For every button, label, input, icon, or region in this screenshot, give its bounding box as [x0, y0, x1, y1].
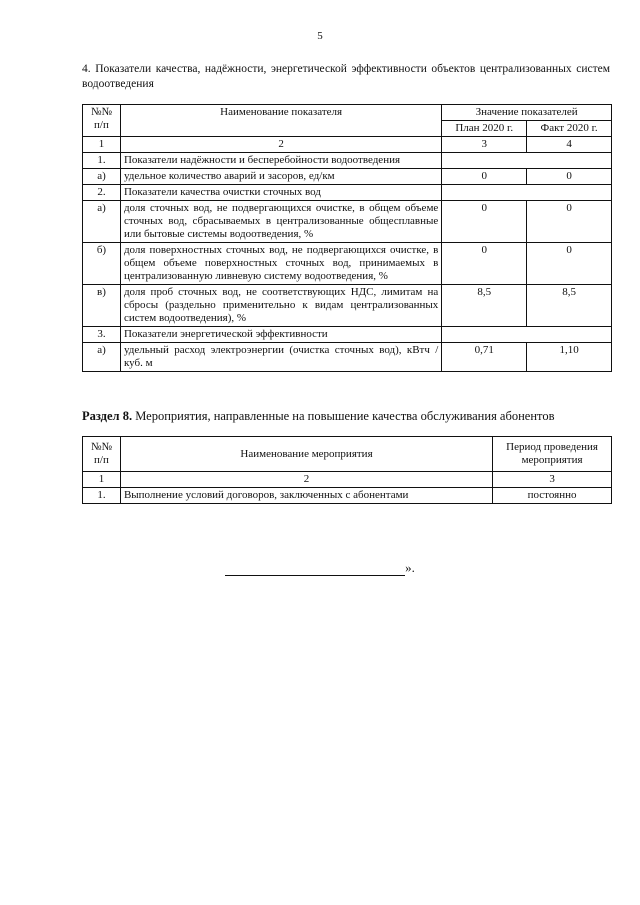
header-row [83, 437, 612, 472]
col-number: 1 [83, 137, 121, 153]
row-num: б) [83, 243, 121, 285]
row-plan: 0 [442, 201, 527, 243]
column-number-row [83, 137, 612, 153]
header-plan: План 2020 г. [442, 121, 527, 137]
row-period: постоянно [493, 488, 612, 504]
group-row [83, 153, 612, 169]
col-number: 2 [120, 472, 492, 488]
row-name: доля проб сточных вод, не соответствующих НДС, лимитам на сбросы (раздельно применительно к видам централизованных систем водоотведения), % [120, 285, 441, 327]
table-row [83, 243, 612, 285]
row-plan: 8,5 [442, 285, 527, 327]
row-fact: 8,5 [527, 285, 612, 327]
row-fact: 0 [527, 243, 612, 285]
table-row [83, 285, 612, 327]
col-number: 4 [527, 137, 612, 153]
row-num: 3. [83, 327, 121, 343]
closing-line [0, 560, 640, 576]
row-name: доля сточных вод, не подвергающихся очистке, в общем объеме сточных вод, сбрасываемых в централизованные общесплавные или бытовые системы водоотведения, % [120, 201, 441, 243]
header-name: Наименование мероприятия [120, 437, 492, 472]
table-row [83, 488, 612, 504]
section8-title: Мероприятия, направленные на повышение качества обслуживания абонентов [135, 409, 555, 423]
group-empty-cell [442, 327, 612, 343]
row-num: в) [83, 285, 121, 327]
group-empty-cell [442, 153, 612, 169]
group-row [83, 327, 612, 343]
row-name: доля поверхностных сточных вод, не подвергающихся очистке, в общем объеме поверхностных сточных вод, принимаемых в централизованную ливневую систему водоотведения, % [120, 243, 441, 285]
row-num: 1. [83, 488, 121, 504]
row-plan: 0,71 [442, 343, 527, 372]
group-empty-cell [442, 185, 612, 201]
table-row [83, 169, 612, 185]
group-name: Показатели энергетической эффективности [120, 327, 441, 343]
indicators-table [82, 104, 612, 372]
table-row [83, 343, 612, 372]
group-name: Показатели качества очистки сточных вод [120, 185, 441, 201]
row-fact: 0 [527, 169, 612, 185]
row-plan: 0 [442, 243, 527, 285]
row-name: удельное количество аварий и засоров, ед/км [120, 169, 441, 185]
column-number-row [83, 472, 612, 488]
section8-heading [82, 409, 554, 424]
table-row [83, 201, 612, 243]
row-fact: 0 [527, 201, 612, 243]
row-num: 2. [83, 185, 121, 201]
row-num: а) [83, 201, 121, 243]
header-values: Значение показателей [442, 105, 612, 121]
group-name: Показатели надёжности и бесперебойности водоотведения [120, 153, 441, 169]
row-name: Выполнение условий договоров, заключенных с абонентами [120, 488, 492, 504]
header-num: №№ п/п [83, 105, 121, 137]
col-number: 3 [442, 137, 527, 153]
header-num: №№ п/п [83, 437, 121, 472]
group-row [83, 185, 612, 201]
header-fact: Факт 2020 г. [527, 121, 612, 137]
page-number: 5 [317, 30, 323, 42]
col-number: 1 [83, 472, 121, 488]
col-number: 2 [120, 137, 441, 153]
row-fact: 1,10 [527, 343, 612, 372]
header-row [83, 105, 612, 121]
row-num: а) [83, 343, 121, 372]
section4-title: 4. Показатели качества, надёжности, энергетической эффективности объектов централизованных систем водоотведения [82, 63, 610, 90]
row-plan: 0 [442, 169, 527, 185]
row-num: а) [83, 169, 121, 185]
measures-table [82, 436, 612, 504]
header-period: Период проведения мероприятия [493, 437, 612, 472]
signature-underline [225, 563, 405, 576]
section8-label: Раздел 8. [82, 409, 133, 423]
closing-mark: ». [405, 560, 415, 575]
header-name: Наименование показателя [120, 105, 441, 137]
row-name: удельный расход электроэнергии (очистка сточных вод), кВтч / куб. м [120, 343, 441, 372]
col-number: 3 [493, 472, 612, 488]
row-num: 1. [83, 153, 121, 169]
